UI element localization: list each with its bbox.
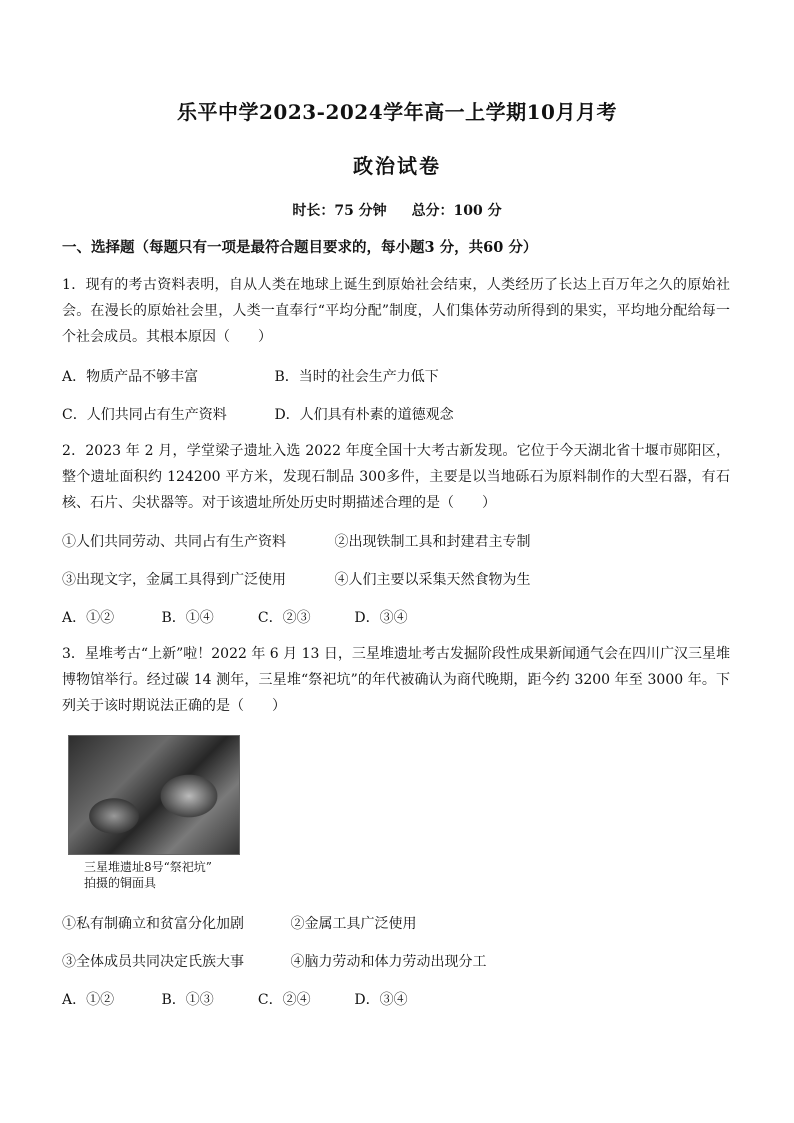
question-2-option-c[interactable]: C．②③ [257, 610, 311, 626]
exam-subject: 政治试卷 [353, 154, 441, 178]
question-2-statement-1: ①人们共同劳动、共同占有生产资料 [62, 534, 286, 550]
question-2-statements-row-2 [62, 569, 530, 589]
question-2-statement-2: ②出现铁制工具和封建君主专制 [334, 534, 531, 550]
figure-caption [68, 859, 240, 891]
question-3-statement-1: ①私有制确立和贫富分化加剧 [62, 916, 244, 932]
total-score-text: 总分：100 分 [411, 203, 502, 219]
question-1-option-a[interactable]: A．物质产品不够丰富 [62, 369, 199, 385]
question-3-option-a[interactable]: A．①② [62, 992, 115, 1008]
question-1-stem: 1．现有的考古资料表明，自从人类在地球上诞生到原始社会结束，人类经历了长达上百万年之久的原始社会。在漫长的原始社会里，人类一直奉行“平均分配”制度，人们集体劳动所得到的果实，平均地分配给每一个社会成员。其根本原因（ ） [62, 277, 730, 345]
question-2-option-b[interactable]: B．①④ [161, 610, 214, 626]
question-1-option-d[interactable]: D．人们具有朴素的道德观念 [274, 407, 454, 423]
question-1-options-row-1 [62, 366, 439, 386]
question-3-statements-row-2 [62, 951, 486, 971]
question-3-statement-2: ②金属工具广泛使用 [290, 916, 417, 932]
question-2-statements-row-1 [62, 531, 530, 551]
duration-text: 时长：75 分钟 [292, 203, 387, 219]
question-3-option-c[interactable]: C．②④ [257, 992, 311, 1008]
question-3-option-d[interactable]: D．③④ [354, 992, 408, 1008]
figure-caption-line-2: 拍摄的铜面具 [84, 876, 157, 890]
bronze-mask-photo [68, 735, 240, 855]
question-2-statement-4: ④人们主要以采集天然食物为生 [334, 572, 531, 588]
question-2-options [62, 607, 408, 627]
question-3-statements-row-1 [62, 913, 416, 933]
question-3-stem: 3．星堆考古“上新”啦！2022 年 6 月 13 日，三星堆遗址考古发掘阶段性成果新闻通气会在四川广汉三星堆博物馆举行。经过碳 14 测年，三星堆“祭祀坑”的年代被确认为商代晚期，距今约 3200 年至 3000 年。下列关于该时期说法正确的是（ ） [62, 646, 730, 714]
section-heading: 一、选择题（每题只有一项是最符合题目要求的，每小题3 分，共60 分） [62, 239, 538, 256]
question-3-statement-3: ③全体成员共同决定氏族大事 [62, 954, 244, 970]
question-2-option-a[interactable]: A．①② [62, 610, 115, 626]
exam-title: 乐平中学2023-2024学年高一上学期10月月考 [177, 100, 617, 124]
question-3-options [62, 989, 408, 1009]
question-3-statement-4: ④脑力劳动和体力劳动出现分工 [290, 954, 487, 970]
question-1-option-c[interactable]: C．人们共同占有生产资料 [62, 407, 227, 423]
question-1-options-row-2 [62, 404, 454, 424]
question-3-option-b[interactable]: B．①③ [161, 992, 214, 1008]
question-2-option-d[interactable]: D．③④ [354, 610, 408, 626]
exam-meta [0, 200, 794, 220]
bronze-mask-figure [68, 735, 240, 891]
question-2-stem: 2．2023 年 2 月，学堂梁子遗址入选 2022 年度全国十大考古新发现。它位于今天湖北省十堰市郧阳区，整个遗址面积约 124200 平方米，发现石制品 300多件，主要是以当地砾石为原料制作的大型石器，有石核、石片、尖状器等。对于该遗址所处历史时期描述合理的是（ ） [62, 443, 730, 511]
question-2-statement-3: ③出现文字，金属工具得到广泛使用 [62, 572, 286, 588]
question-1-option-b[interactable]: B．当时的社会生产力低下 [274, 369, 439, 385]
figure-caption-line-1: 三星堆遗址8号“祭祀坑” [84, 860, 212, 874]
